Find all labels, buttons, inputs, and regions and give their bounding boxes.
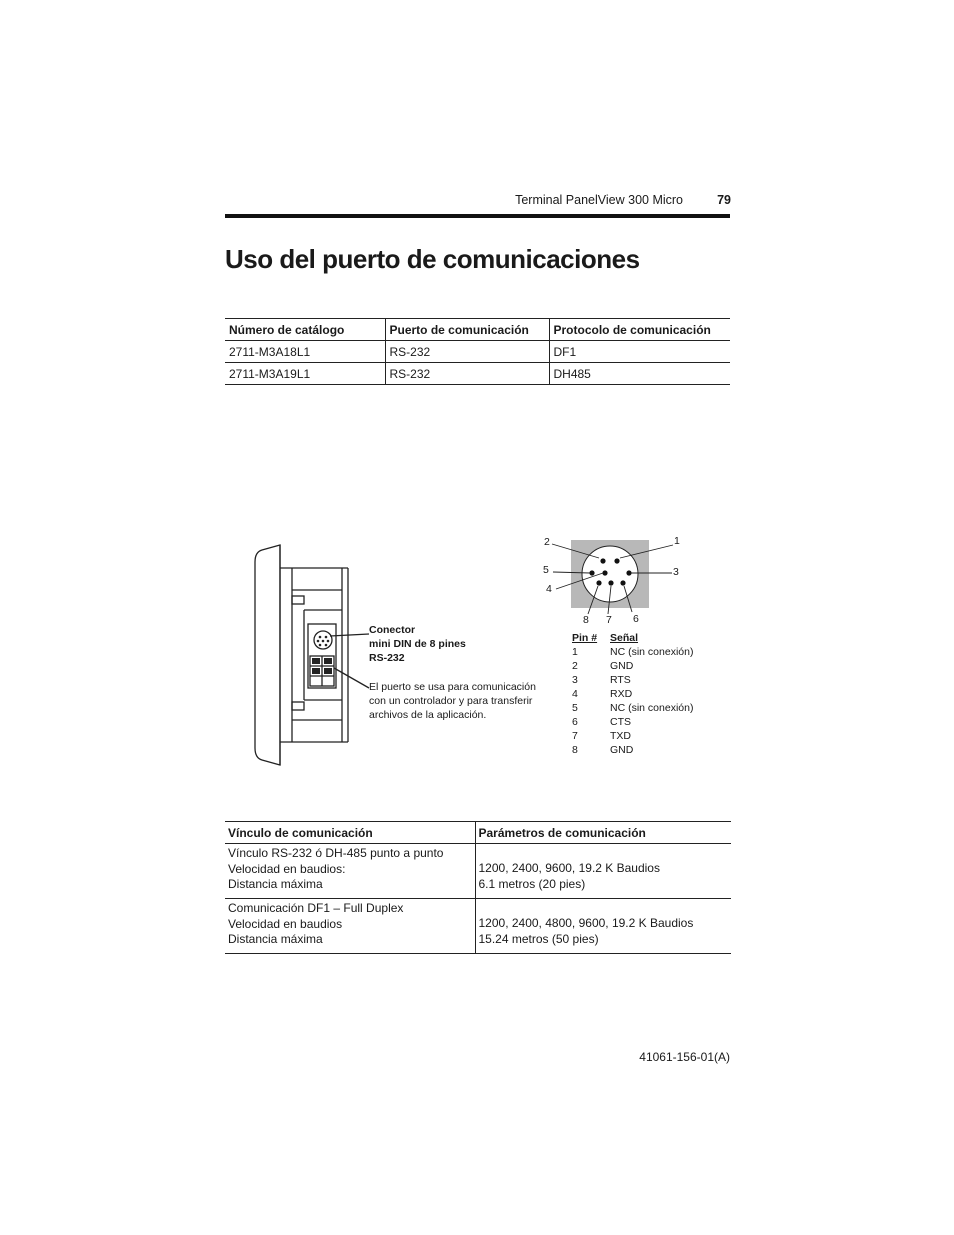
running-header-title: Terminal PanelView 300 Micro xyxy=(515,193,683,207)
pin-signal: CTS xyxy=(610,716,631,728)
protocol-cell: DF1 xyxy=(549,341,730,363)
param-line: 15.24 metros (50 pies) xyxy=(478,931,599,946)
pin-table-header xyxy=(572,631,693,645)
pin-number: 6 xyxy=(572,716,578,728)
table-header-row xyxy=(225,822,731,844)
pin-signal: RTS xyxy=(610,674,631,686)
table-row xyxy=(225,341,730,363)
port-usage-note xyxy=(369,680,539,722)
link-line: Velocidad en baudios xyxy=(228,916,343,931)
pin-row xyxy=(572,645,693,659)
header-communication-link: Vínculo de comunicación xyxy=(225,822,475,844)
link-line: Comunicación DF1 – Full Duplex xyxy=(228,901,404,915)
pin-number: 1 xyxy=(572,646,578,658)
table-row xyxy=(225,844,731,899)
protocol-cell: DH485 xyxy=(549,363,730,385)
link-line: Distancia máxima xyxy=(228,932,323,946)
note-line: El puerto se usa para comunicación xyxy=(369,681,536,693)
connector-label-line: Conector xyxy=(369,624,416,636)
pin-label: 3 xyxy=(673,566,679,578)
params-cell xyxy=(475,844,731,899)
pin-signal: TXD xyxy=(610,730,631,742)
pin-label: 1 xyxy=(674,535,680,547)
port-cell: RS-232 xyxy=(385,341,549,363)
pin-label: 6 xyxy=(633,613,639,625)
pin-label: 7 xyxy=(606,614,612,626)
pin-row xyxy=(572,729,693,743)
table-row xyxy=(225,899,731,954)
pin-row xyxy=(572,659,693,673)
pin-row xyxy=(572,743,693,757)
table-header-row xyxy=(225,319,730,341)
pin-signal-table xyxy=(572,631,693,757)
pin-row xyxy=(572,701,693,715)
pin-label: 8 xyxy=(583,614,589,626)
connector-label xyxy=(369,623,466,665)
terminal-side-view-drawing xyxy=(250,540,370,770)
param-line: 1200, 2400, 9600, 19.2 K Baudios xyxy=(478,861,660,875)
pin-row xyxy=(572,673,693,687)
header-catalog-number: Número de catálogo xyxy=(225,319,385,341)
pin-number: 8 xyxy=(572,744,578,756)
signal-header: Señal xyxy=(610,632,639,644)
link-cell xyxy=(225,844,475,899)
page-number: 79 xyxy=(717,193,731,207)
pin-row xyxy=(572,715,693,729)
pin-label: 2 xyxy=(544,536,550,548)
pin-label: 4 xyxy=(546,583,552,595)
link-line: Vínculo RS-232 ó DH-485 punto a punto xyxy=(228,846,444,860)
ports-table xyxy=(225,318,730,385)
note-line: archivos de la aplicación. xyxy=(369,709,487,721)
connector-label-line: mini DIN de 8 pines xyxy=(369,638,466,650)
pin-row xyxy=(572,687,693,701)
pin-signal: NC (sin conexión) xyxy=(610,646,694,658)
pin-signal: NC (sin conexión) xyxy=(610,702,694,714)
pin-number: 3 xyxy=(572,674,578,686)
catalog-number-cell: 2711-M3A18L1 xyxy=(225,341,385,363)
document-number: 41061-156-01(A) xyxy=(639,1050,730,1064)
communication-parameters-table xyxy=(225,821,731,954)
connector-label-line: RS-232 xyxy=(369,652,405,664)
pin-number: 5 xyxy=(572,702,578,714)
header-port: Puerto de comunicación xyxy=(385,319,549,341)
header-protocol: Protocolo de comunicación xyxy=(549,319,730,341)
pin-number: 4 xyxy=(572,688,578,700)
pin-signal: GND xyxy=(610,744,634,756)
header-communication-parameters: Parámetros de comunicación xyxy=(475,822,731,844)
pin-label: 5 xyxy=(543,564,549,576)
link-cell xyxy=(225,899,475,954)
header-rule xyxy=(225,214,730,218)
note-line: con un controlador y para transferir xyxy=(369,695,533,707)
param-line: 1200, 2400, 4800, 9600, 19.2 K Baudios xyxy=(478,916,694,930)
pin-signal: RXD xyxy=(610,688,633,700)
table-row xyxy=(225,363,730,385)
link-line: Velocidad en baudios: xyxy=(228,861,346,876)
catalog-number-cell: 2711-M3A19L1 xyxy=(225,363,385,385)
param-line: 6.1 metros (20 pies) xyxy=(478,876,586,891)
pin-signal: GND xyxy=(610,660,634,672)
link-line: Distancia máxima xyxy=(228,877,323,891)
port-cell: RS-232 xyxy=(385,363,549,385)
params-cell xyxy=(475,899,731,954)
pin-header: Pin # xyxy=(572,632,598,644)
mini-din-pinout-diagram xyxy=(540,532,690,628)
pin-number: 2 xyxy=(572,660,578,672)
page-title: Uso del puerto de comunicaciones xyxy=(225,244,640,274)
pin-number: 7 xyxy=(572,730,578,742)
